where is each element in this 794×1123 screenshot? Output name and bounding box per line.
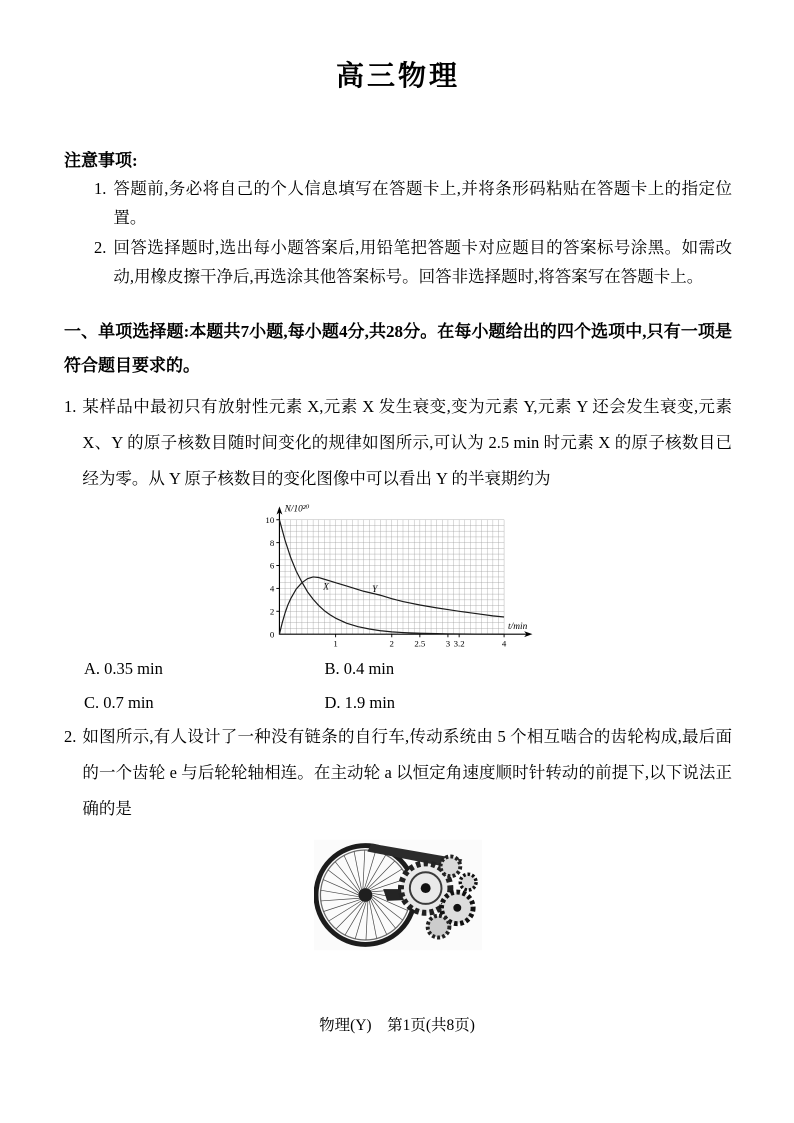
svg-text:3.2: 3.2 bbox=[453, 638, 465, 649]
notice-item-text: 答题前,务必将自己的个人信息填写在答题卡上,并将条形码粘贴在答题卡上的指定位置。 bbox=[113, 179, 732, 228]
gear-e bbox=[428, 916, 450, 938]
option-a: A. 0.35 min bbox=[84, 659, 163, 679]
svg-text:8: 8 bbox=[269, 538, 275, 549]
notice-item-number: 1. bbox=[94, 179, 107, 198]
svg-text:2: 2 bbox=[389, 638, 394, 649]
question-1-options bbox=[84, 659, 565, 713]
option-c: C. 0.7 min bbox=[84, 693, 154, 713]
svg-text:4: 4 bbox=[269, 583, 275, 594]
notice-item-2 bbox=[94, 233, 732, 292]
question-2 bbox=[64, 719, 732, 951]
svg-text:10: 10 bbox=[265, 515, 275, 526]
option-b: B. 0.4 min bbox=[324, 659, 395, 679]
decay-chart bbox=[242, 501, 554, 655]
svg-text:X: X bbox=[323, 582, 329, 593]
bicycle-gear-figure bbox=[314, 839, 482, 951]
gear-c bbox=[460, 874, 476, 890]
svg-text:1: 1 bbox=[333, 638, 338, 649]
notice-item-number: 2. bbox=[94, 237, 107, 257]
gear-b bbox=[440, 857, 460, 877]
notice-item-1 bbox=[94, 174, 732, 233]
question-number: 1. bbox=[64, 397, 77, 417]
question-1 bbox=[64, 389, 732, 713]
svg-text:6: 6 bbox=[269, 560, 275, 571]
question-number: 2. bbox=[64, 727, 77, 747]
question-text: 某样品中最初只有放射性元素 X,元素 X 发生衰变,变为元素 Y,元素 Y 还会发生衰变,元素 X、Y 的原子核数目随时间变化的规律如图所示,可认为 2.5 min 时元素 X 的原子核数目已经为零。从 Y 原子核数目的变化图像中可以看出 Y 的半衰期约为 bbox=[82, 397, 732, 489]
page-footer: 物理(Y) 第1页(共8页) bbox=[319, 1017, 475, 1034]
question-text: 如图所示,有人设计了一种没有链条的自行车,传动系统由 5 个相互啮合的齿轮构成,最后面的一个齿轮 e 与后轮轮轴相连。在主动轮 a 以恒定角速度顺时针转动的前提下,以下说法正确的是 bbox=[82, 727, 732, 819]
svg-text:t/min: t/min bbox=[508, 622, 528, 633]
bicycle-figure-wrap bbox=[64, 839, 732, 951]
question-2-text-row bbox=[64, 719, 732, 827]
section-one-heading: 一、单项选择题:本题共7小题,每小题4分,共28分。在每小题给出的四个选项中,只有一项是符合题目要求的。 bbox=[64, 322, 732, 376]
svg-text:0: 0 bbox=[269, 629, 275, 640]
question-1-text-row bbox=[64, 389, 732, 497]
notice-item-text: 回答选择题时,选出每小题答案后,用铅笔把答题卡对应题目的答案标号涂黑。如需改动,用橡皮擦干净后,再选涂其他答案标号。回答非选择题时,将答案写在答题卡上。 bbox=[113, 237, 732, 287]
notice-heading: 注意事项: bbox=[64, 151, 138, 170]
svg-text:2.5: 2.5 bbox=[414, 638, 426, 649]
svg-text:2: 2 bbox=[269, 606, 275, 617]
wheel-hub bbox=[358, 888, 372, 902]
svg-text:4: 4 bbox=[501, 638, 507, 649]
notice-section bbox=[64, 146, 732, 291]
option-d: D. 1.9 min bbox=[324, 693, 396, 713]
svg-text:N/10²⁰: N/10²⁰ bbox=[284, 504, 310, 515]
decay-chart-figure bbox=[64, 501, 732, 655]
svg-text:3: 3 bbox=[445, 638, 451, 649]
svg-text:Y: Y bbox=[372, 585, 378, 596]
page-title: 高三物理 bbox=[335, 61, 460, 92]
